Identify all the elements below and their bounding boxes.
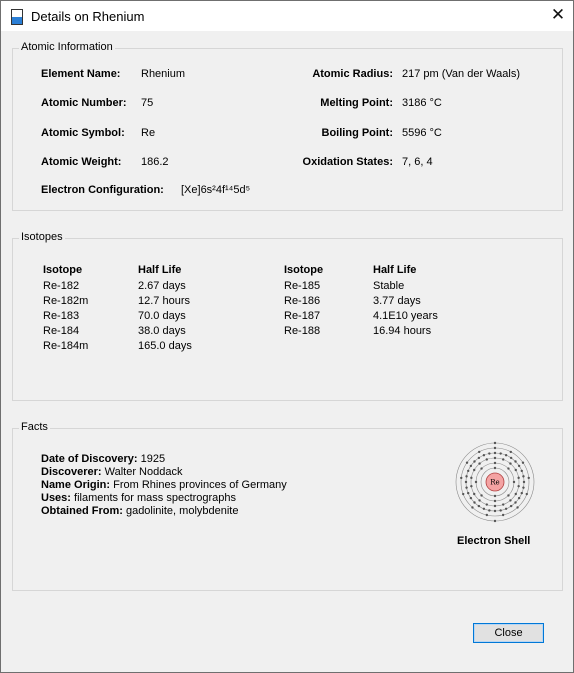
electron-configuration-value: [Xe]6s²4f¹⁴5d⁵ [181, 184, 251, 196]
electron-dot [521, 492, 523, 494]
electron-configuration-label: Electron Configuration: [41, 184, 164, 196]
fact-uses [41, 492, 236, 504]
electron-dot [494, 495, 496, 497]
electron-dot [470, 465, 472, 467]
close-button[interactable]: Close [473, 623, 544, 643]
melting-point-label: Melting Point: [320, 97, 393, 109]
electron-dot [509, 499, 511, 501]
electron-dot [509, 462, 511, 464]
atomic-radius-value: 217 pm (Van der Waals) [402, 68, 520, 80]
close-icon[interactable]: ✕ [550, 5, 566, 24]
half-life-header-right: Half Life [373, 264, 417, 276]
fact-value: filaments for mass spectrographs [74, 492, 237, 504]
beaker-icon [11, 9, 23, 25]
electron-dot [505, 508, 507, 510]
electron-dot [523, 481, 525, 483]
electron-dot [470, 477, 472, 479]
electron-dot [467, 492, 469, 494]
electron-dot [483, 508, 485, 510]
electron-dot [516, 506, 518, 508]
electron-dot [467, 470, 469, 472]
electron-dot [507, 467, 509, 469]
half-life-header-left: Half Life [138, 264, 182, 276]
melting-point-value: 3186 °C [402, 97, 442, 109]
atomic-number-label: Atomic Number: [41, 97, 127, 109]
fact-label: Name Origin: [41, 479, 111, 491]
fact-label: Discoverer: [41, 466, 102, 478]
electron-dot [483, 454, 485, 456]
fact-label: Date of Discovery: [41, 453, 138, 465]
group-label-facts: Facts [21, 421, 48, 433]
electron-dot [478, 462, 480, 464]
atomic-weight-value: 186.2 [141, 156, 169, 168]
electron-dot [494, 462, 496, 464]
boiling-point-label: Boiling Point: [321, 127, 393, 139]
half-life-cell: 165.0 days [138, 340, 192, 352]
electron-dot [517, 485, 519, 487]
electron-dot [521, 470, 523, 472]
isotope-cell: Re-184 [43, 325, 80, 337]
electron-dot [499, 509, 501, 511]
atomic-number-value: 75 [141, 97, 154, 109]
electron-dot [488, 509, 490, 511]
electron-dot [460, 477, 462, 479]
electron-dot [494, 457, 496, 459]
electron-dot [480, 467, 482, 469]
electron-dot [478, 505, 480, 507]
half-life-cell: 3.77 days [373, 295, 421, 307]
electron-dot [470, 497, 472, 499]
electron-dot [466, 461, 468, 463]
atomic-radius-label: Atomic Radius: [312, 68, 393, 80]
fact-value: 1925 [140, 453, 166, 465]
electron-dot [473, 493, 475, 495]
element-name-label: Element Name: [41, 68, 121, 80]
atomic-weight-label: Atomic Weight: [41, 156, 122, 168]
nucleus-symbol: Re [490, 478, 500, 487]
group-label-isotopes: Isotopes [21, 231, 63, 243]
oxidation-states-value: 7, 6, 4 [402, 156, 433, 168]
atomic-information-group [12, 41, 563, 211]
isotopes-group [12, 231, 563, 401]
electron-dot [470, 485, 472, 487]
isotope-cell: Re-188 [284, 325, 321, 337]
fact-obtained-from [41, 505, 238, 517]
boiling-point-value: 5596 °C [402, 127, 442, 139]
electron-dot [473, 469, 475, 471]
electron-dot [473, 460, 475, 462]
half-life-cell: 16.94 hours [373, 325, 432, 337]
electron-dot [480, 494, 482, 496]
half-life-cell: 70.0 days [138, 310, 186, 322]
electron-dot [478, 451, 480, 453]
electron-dot [465, 481, 467, 483]
isotope-cell: Re-182m [43, 295, 89, 307]
electron-dot [475, 481, 477, 483]
isotope-header-left: Isotope [43, 264, 83, 276]
electron-dot [494, 467, 496, 469]
electron-dot [499, 452, 501, 454]
title-bar [1, 1, 573, 31]
electron-dot [517, 477, 519, 479]
electron-dot [507, 494, 509, 496]
window-title: Details on Rhenium [31, 9, 145, 24]
half-life-cell: 2.67 days [138, 280, 186, 292]
electron-dot [486, 503, 488, 505]
electron-dot [513, 481, 515, 483]
electron-dot [510, 451, 512, 453]
fact-value: gadolinite, molybdenite [125, 505, 239, 517]
isotope-cell: Re-184m [43, 340, 89, 352]
electron-dot [473, 501, 475, 503]
electron-dot [478, 457, 480, 459]
electron-dot [502, 458, 504, 460]
electron-dot [494, 447, 496, 449]
electron-dot [471, 506, 473, 508]
half-life-cell: Stable [373, 280, 405, 292]
half-life-cell: 4.1E10 years [373, 310, 438, 322]
electron-dot [486, 458, 488, 460]
isotope-cell: Re-186 [284, 295, 321, 307]
electron-shell-caption: Electron Shell [457, 535, 531, 547]
electron-dot [515, 493, 517, 495]
electron-dot [518, 465, 520, 467]
electron-dot [465, 486, 467, 488]
electron-dot [465, 475, 467, 477]
isotope-cell: Re-182 [43, 280, 80, 292]
isotope-cell: Re-183 [43, 310, 80, 322]
electron-dot [462, 493, 464, 495]
electron-dot [488, 452, 490, 454]
electron-dot [514, 501, 516, 503]
electron-dot [502, 514, 504, 516]
oxidation-states-label: Oxidation States: [302, 156, 393, 168]
element-name-value: Rhenium [141, 68, 186, 80]
fact-value: From Rhines provinces of Germany [113, 479, 287, 491]
electron-dot [494, 520, 496, 522]
electron-dot [510, 457, 512, 459]
half-life-cell: 38.0 days [138, 325, 186, 337]
electron-dot [494, 500, 496, 502]
electron-dot [494, 510, 496, 512]
electron-shell-diagram [454, 441, 536, 523]
isotope-cell: Re-187 [284, 310, 321, 322]
fact-label: Obtained From: [41, 505, 123, 517]
fact-label: Uses: [41, 492, 71, 504]
electron-dot [522, 486, 524, 488]
electron-dot [518, 497, 520, 499]
fact-discoverer [41, 466, 182, 478]
fact-date-of-discovery [41, 453, 165, 465]
fact-name-origin [41, 479, 287, 491]
electron-dot [528, 477, 530, 479]
electron-dot [478, 499, 480, 501]
electron-dot [502, 503, 504, 505]
electron-dot [514, 460, 516, 462]
electron-dot [522, 461, 524, 463]
electron-dot [522, 475, 524, 477]
atomic-symbol-label: Atomic Symbol: [41, 127, 125, 139]
electron-dot [494, 442, 496, 444]
half-life-cell: 12.7 hours [138, 295, 190, 307]
electron-dot [515, 469, 517, 471]
facts-group [12, 421, 563, 591]
isotope-header-right: Isotope [284, 264, 324, 276]
fact-value: Walter Noddack [104, 466, 183, 478]
electron-dot [486, 514, 488, 516]
electron-dot [526, 493, 528, 495]
isotope-cell: Re-185 [284, 280, 321, 292]
atomic-symbol-value: Re [141, 127, 156, 139]
electron-dot [494, 505, 496, 507]
electron-dot [510, 505, 512, 507]
electron-dot [505, 454, 507, 456]
group-label-atomic: Atomic Information [21, 41, 113, 53]
electron-dot [494, 452, 496, 454]
